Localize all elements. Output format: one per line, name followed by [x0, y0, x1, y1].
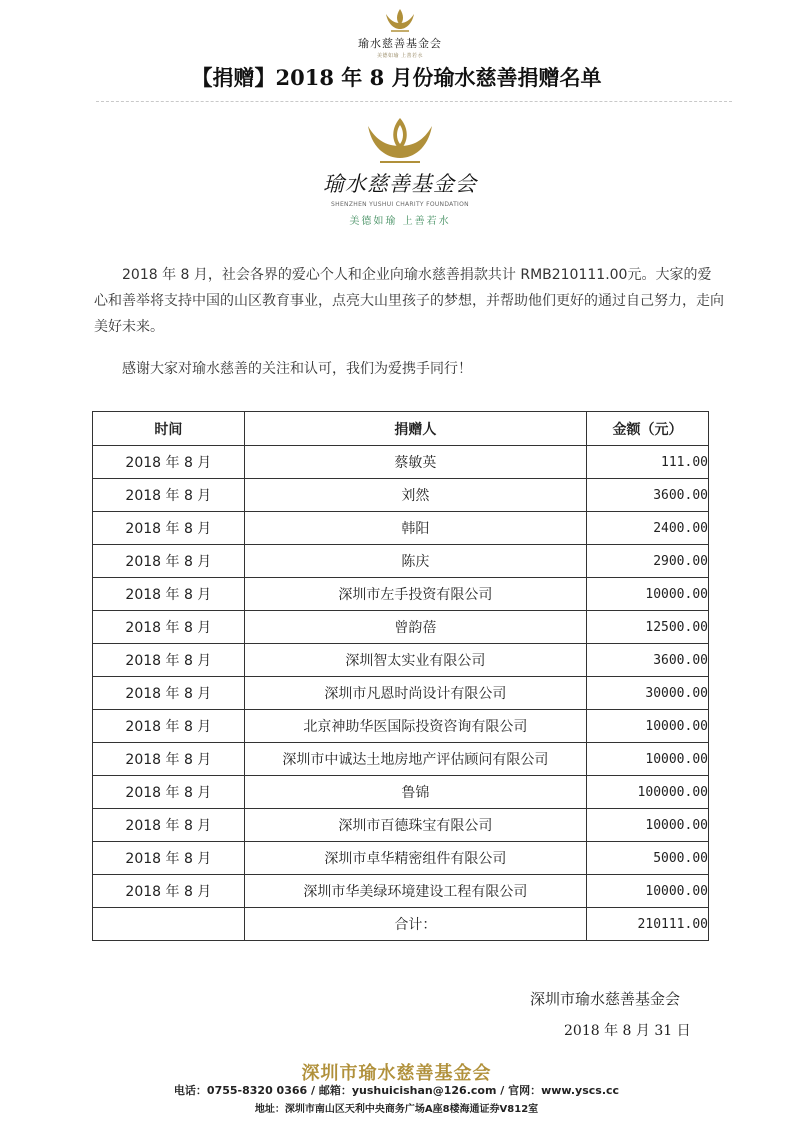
table-row — [93, 479, 709, 512]
table-row — [93, 512, 709, 545]
total-empty-cell — [93, 908, 245, 941]
row-time: 2018 年 8 月 — [93, 611, 245, 644]
row-amount: 10000.00 — [587, 743, 709, 776]
header-time: 时间 — [93, 412, 245, 446]
row-time: 2018 年 8 月 — [93, 644, 245, 677]
row-donor: 蔡敏英 — [244, 446, 586, 479]
row-donor: 深圳市中诚达土地房地产评估顾问有限公司 — [244, 743, 586, 776]
row-time: 2018 年 8 月 — [93, 875, 245, 908]
row-donor: 深圳市百德珠宝有限公司 — [244, 809, 586, 842]
row-donor: 北京神助华医国际投资咨询有限公司 — [244, 710, 586, 743]
row-donor: 深圳市卓华精密组件有限公司 — [244, 842, 586, 875]
row-time: 2018 年 8 月 — [93, 809, 245, 842]
row-amount: 2400.00 — [587, 512, 709, 545]
table-row — [93, 743, 709, 776]
row-donor: 深圳市凡恩时尚设计有限公司 — [244, 677, 586, 710]
header-donor: 捐赠人 — [244, 412, 586, 446]
page-title: 【捐赠】2018 年 8 月份瑜水慈善捐赠名单 — [191, 65, 602, 90]
row-time: 2018 年 8 月 — [93, 545, 245, 578]
lotus-logo-icon — [382, 8, 418, 34]
row-amount: 111.00 — [587, 446, 709, 479]
total-amount: 210111.00 — [587, 908, 709, 941]
total-label: 合计： — [244, 908, 586, 941]
thanks-paragraph: 感谢大家对瑜水慈善的关注和认可，我们为爱携手同行！ — [122, 361, 472, 377]
row-amount: 100000.00 — [587, 776, 709, 809]
row-donor: 刘然 — [244, 479, 586, 512]
table-row — [93, 545, 709, 578]
row-time: 2018 年 8 月 — [93, 446, 245, 479]
row-donor: 深圳市左手投资有限公司 — [244, 578, 586, 611]
table-row — [93, 446, 709, 479]
row-donor: 陈庆 — [244, 545, 586, 578]
table-row — [93, 677, 709, 710]
row-amount: 30000.00 — [587, 677, 709, 710]
row-time: 2018 年 8 月 — [93, 842, 245, 875]
row-donor: 深圳市华美绿环境建设工程有限公司 — [244, 875, 586, 908]
header-amount: 金额（元） — [587, 412, 709, 446]
header-logo — [340, 8, 460, 62]
row-time: 2018 年 8 月 — [93, 776, 245, 809]
row-donor: 韩阳 — [244, 512, 586, 545]
lotus-emblem-icon — [362, 116, 438, 166]
table-row — [93, 776, 709, 809]
signature-org: 深圳市瑜水慈善基金会 — [530, 990, 681, 1008]
donation-table — [92, 411, 709, 941]
row-time: 2018 年 8 月 — [93, 578, 245, 611]
row-amount: 10000.00 — [587, 875, 709, 908]
foundation-logo-name: 瑜水慈善基金会 — [323, 172, 477, 196]
row-time: 2018 年 8 月 — [93, 479, 245, 512]
row-amount: 10000.00 — [587, 578, 709, 611]
row-amount: 3600.00 — [587, 479, 709, 512]
row-time: 2018 年 8 月 — [93, 512, 245, 545]
footer-contact: 电话：0755-8320 0366 / 邮箱：yushuicishan@126.com / 官网：www.yscs.cc — [173, 1084, 620, 1097]
foundation-logo — [300, 116, 500, 226]
table-header-row — [93, 412, 709, 446]
row-amount: 2900.00 — [587, 545, 709, 578]
foundation-logo-slogan: 美德如瑜 上善若水 — [349, 216, 451, 227]
intro-paragraph: 2018 年 8 月，社会各界的爱心个人和企业向瑜水慈善捐款共计 RMB210111.00元。大家的爱心和善举将支持中国的山区教育事业，点亮大山里孩子的梦想，并帮助他们更好的通过自己努力，走向美好未来。 — [94, 267, 724, 335]
table-row — [93, 842, 709, 875]
footer-org: 深圳市瑜水慈善基金会 — [301, 1063, 492, 1084]
row-donor: 曾韵蓓 — [244, 611, 586, 644]
row-amount: 5000.00 — [587, 842, 709, 875]
row-amount: 12500.00 — [587, 611, 709, 644]
foundation-logo-english: SHENZHEN YUSHUI CHARITY FOUNDATION — [331, 201, 469, 208]
row-time: 2018 年 8 月 — [93, 743, 245, 776]
title-divider — [96, 101, 732, 102]
row-amount: 10000.00 — [587, 710, 709, 743]
row-time: 2018 年 8 月 — [93, 677, 245, 710]
header-logo-slogan: 美德如瑜 上善若水 — [376, 53, 424, 59]
row-amount: 3600.00 — [587, 644, 709, 677]
footer-address: 地址：深圳市南山区天利中央商务广场A座8楼海通证券V812室 — [254, 1104, 539, 1115]
table-total-row — [93, 908, 709, 941]
row-donor: 深圳智太实业有限公司 — [244, 644, 586, 677]
signature-date: 2018 年 8 月 31 日 — [564, 1023, 691, 1039]
row-time: 2018 年 8 月 — [93, 710, 245, 743]
table-row — [93, 578, 709, 611]
header-logo-name: 瑜水慈善基金会 — [358, 37, 442, 50]
row-amount: 10000.00 — [587, 809, 709, 842]
table-row — [93, 611, 709, 644]
table-row — [93, 644, 709, 677]
table-row — [93, 875, 709, 908]
row-donor: 鲁锦 — [244, 776, 586, 809]
table-row — [93, 710, 709, 743]
table-row — [93, 809, 709, 842]
